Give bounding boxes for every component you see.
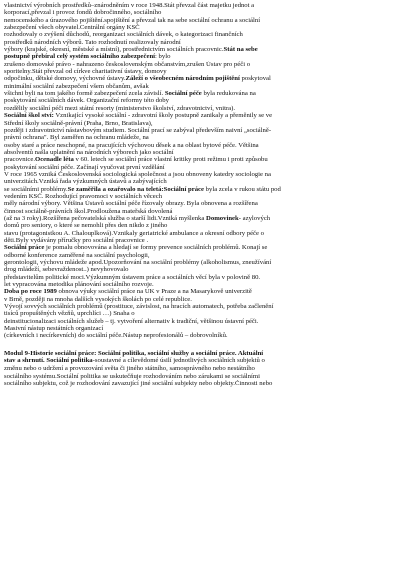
- text-line: sporitelny.Stát převzal od církve charitativní ústavy, domovy: [4, 68, 167, 76]
- text-line: stavu (protagonistkou A. Chalouplková).Vznikaly geriatrické ambulance a okresní odbory péče o: [4, 229, 264, 237]
- text-line: (až na 3 roky).Rozšířena pečovatelská služba o starší lidi.Vzniká myšlenka Domovinek- azylových: [4, 214, 271, 222]
- paragraph-gap: [4, 340, 397, 350]
- text-line: tisíců propuštěných vězňů, uprchlíci …) Snaha o: [4, 310, 135, 318]
- text-line: korporací,převzal i provoz fondů dobročinného, sociálního: [4, 9, 162, 17]
- text-line: výbory (krajské, okresní, městské a místní), prostřednictvím sociálních pracovnic.Stát na sebe: [4, 46, 258, 54]
- paragraph-line: změnu nebo o udržení a provozování světa či jiného státního, samosprávného nebo nestátního: [4, 365, 255, 372]
- text-line: deinstitucionalizaci sociálních služeb – tj. vytvoření alternativ k tradiční, většinou ústavní péči.: [4, 317, 259, 325]
- text-line: představitelům politické moci.Výzkumným ústavem práce a sociálních věcí byla v polovině 80.: [4, 273, 261, 281]
- paragraph-line: Modul 9-Historie sociální práce: Sociální politika, sociální služby a sociální práce. Aktuální: [4, 349, 264, 357]
- text-line: poskytování sociální péče. Začínají vyučovat první vzdělání: [4, 163, 165, 171]
- text-line: rozdělily sociální péči mezi státní resorty (ministerstvo školství, zdravotnictví, vnitra).: [4, 104, 236, 112]
- text-line: vedením KSČ. Rozhodující pravomoci v sociálních věcech: [4, 192, 163, 200]
- text-line: činnost sociálně-právních škol.Prodloužena mateřská dovolená: [4, 207, 173, 215]
- text-line: univerzitách.Vzniká řada výzkumných ústavů a zabývajících: [4, 178, 167, 186]
- text-line: Sociální škol ství: Vznikající vysoké sociální - zdravotní školy postupně zanikaly a přeměnily se ve: [4, 112, 273, 120]
- final-paragraph: [4, 350, 397, 388]
- text-line: právní ochrana". Byl zaměřen na ochranu mládeže, na: [4, 134, 149, 142]
- paragraph-line: stav a shrnutí. Sociální politika-soustavné a cílevědomé úsilí jednotlivých sociálních subjektů o: [4, 357, 265, 365]
- document-body: [4, 2, 397, 340]
- text-line: gerontologii, výchovu mládeže apod.Upozorňování na sociální problémy (alkoholismus, zneužívání: [4, 259, 272, 267]
- text-line: zabezpečení všech obyvatel.Centrální orgány KSČ: [4, 24, 140, 32]
- text-line: pracovnice.Ocenadle léta v 60. letech se sociální práce vlastní kritiky proti režimu i proti způsobu: [4, 156, 268, 164]
- text-line: Doba po roce 1989 obnova výuky sociální práce na UK v Praze a na Masarykově univerzitě: [4, 288, 252, 296]
- text-line: odborné konference zaměřené na sociální psychologii,: [4, 251, 150, 259]
- text-line: (církevních i necírkevních) do sociální péče.Nástup neprofesionálů – dobrovolníků.: [4, 332, 228, 340]
- text-line: měly národní výbory. Většina Ústavů sociální péče řízovaly obrazy. Byla obnovena a rozšířena: [4, 200, 258, 208]
- text-line: rozhodovaly o zvýšení důchodů, reorganizaci sociálních dávek, o kategorizaci finančních: [4, 31, 243, 39]
- text-line: poskytování sociálních dávek. Organizační reformy této doby: [4, 97, 169, 105]
- text-line: nemocenského a úrazového pojištění.spojištění a převzal tak na sebe sociální ochranu a sociální: [4, 16, 261, 24]
- text-line: V roce 1965 vzniká Československá sociologická společnost a jsou obnoveny katedry sociologie na: [4, 170, 271, 178]
- text-line: v Brně, později na mnoha dalších vysokých školách po celé republice.: [4, 295, 192, 303]
- text-line: děti.Byly vydávány příručky pro sociální pracovnice .: [4, 237, 149, 244]
- text-line: všichni byli na tom jakého formě zabezpečení zcela závislí. Sociální péče byla redukována na: [4, 90, 256, 98]
- paragraph-line: sociálního subjektu, což je rozhodování zavazující jiné sociální subjekty nebo objekty.Činnosti nebo: [4, 380, 273, 388]
- text-line: Sociální práce je pomalu obnovována a hledají se formy prevence sociálních problémů. Konají se: [4, 244, 268, 252]
- text-line: Vývojí sovvých sociálních problémů (prostituce, závislost, na hracích automatech, potřeba začlenění: [4, 303, 274, 311]
- text-line: osoby staré a práce neschopné, na pracujících výchovou děsek a na oblast bytové péče. Většina: [4, 141, 259, 149]
- text-line: absolventů našla uplatnění na národních výborech jako sociální: [4, 148, 174, 156]
- text-line: prostředků národních výborů. Tato rozhodnutí realizovaly národní: [4, 38, 181, 46]
- text-line: odpočinku, dětské domovy, výchovné ústavy.Záleží o všeobecném národním pojištění poskytoval: [4, 75, 271, 83]
- text-line: minimální sociální zabezpečení všem občanům, avšak: [4, 82, 149, 90]
- text-line: Střední školy sociálně-právní (Praha, Brno, Bratislava),: [4, 119, 153, 127]
- text-line: Masivní nástup nestátních organizací: [4, 325, 104, 333]
- paragraph-line: sociálního systému.Sociální politika se uskutečňuje rozhodováním nebo zárukami se sociálními: [4, 372, 260, 380]
- text-line: později i zdravotnictví nástavbovým studiem. Sociální prací se zabýval především naivní „sociálně-: [4, 126, 272, 134]
- text-line: let vypracována metodika plánování sociálního rozvoje.: [4, 281, 154, 289]
- text-line: postupně přebíral celý systém sociálního zabezpečení: bylo: [4, 53, 171, 61]
- text-line: vlastnictví výrobních prostředků–znárodněním v roce 1948.Stát převzal část majetku jednot a: [4, 2, 255, 9]
- text-line: se sociálními problémy.Se zaměřila a ozařovalo na teletá:Sociální práce byla zcela v rukou státu pod: [4, 185, 281, 193]
- text-line: drog mládeží, sebevraždenost..) nevyhovovalo: [4, 266, 129, 274]
- text-line: zrušeno domovské právo - nahrazeno československým občanstvím,zrušen Ústav pro péči o: [4, 60, 251, 68]
- text-line: domů pro seniory, o které se nemohli přes den nikdo z jiného: [4, 222, 168, 230]
